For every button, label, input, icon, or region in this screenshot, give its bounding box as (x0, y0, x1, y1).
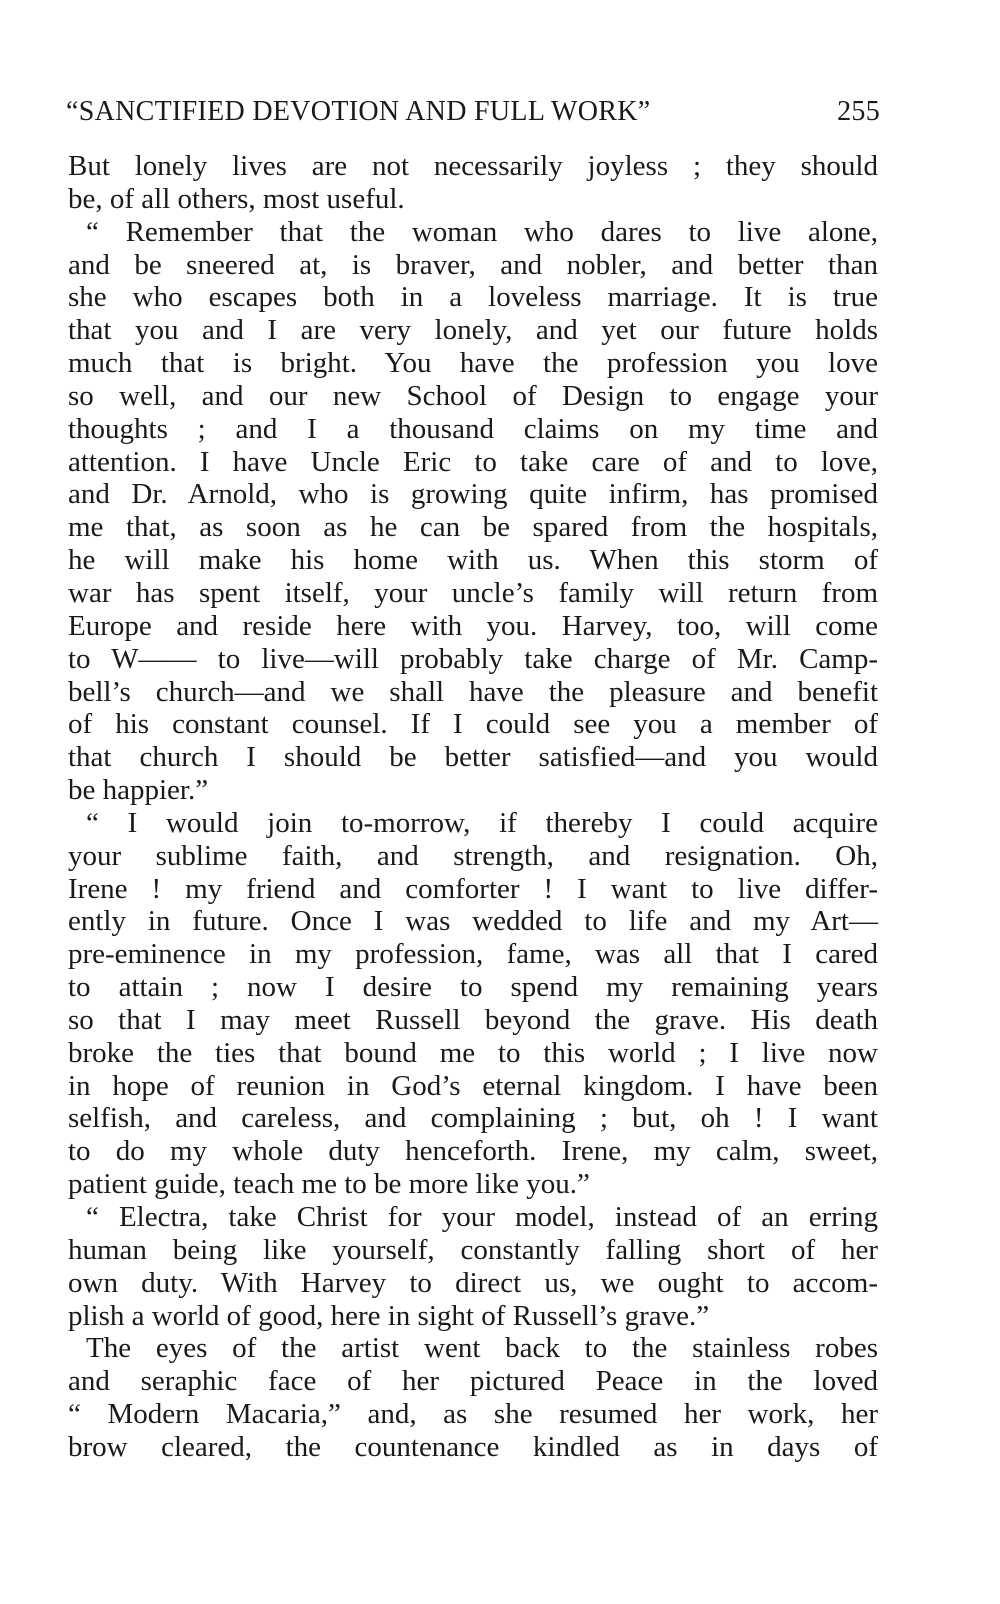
text-line: to attain ; now I desire to spend my remaining years (68, 971, 878, 1004)
body-text (68, 150, 878, 1464)
text-line: your sublime faith, and strength, and resignation. Oh, (68, 839, 878, 872)
text-line: brow cleared, the countenance kindled as in days of (68, 1430, 878, 1463)
text-line: Irene ! my friend and comforter ! I want to live differ- (68, 872, 878, 905)
text-line: much that is bright. You have the profession you love (68, 347, 878, 380)
text-line: But lonely lives are not necessarily joyless ; they should (68, 150, 878, 182)
text-line: he will make his home with us. When this storm of (68, 544, 878, 577)
text-line: of his constant counsel. If I could see you a member of (68, 708, 878, 741)
running-title: “SANCTIFIED DEVOTION AND FULL WORK” (66, 96, 651, 127)
text-line: The eyes of the artist went back to the stainless robes (86, 1332, 878, 1365)
text-line: “ Remember that the woman who dares to live alone, (86, 215, 878, 248)
text-line: bell’s church—and we shall have the pleasure and benefit (68, 675, 878, 708)
text-line: pre-eminence in my profession, fame, was all that I cared (68, 938, 878, 971)
text-line: that you and I are very lonely, and yet our future holds (68, 314, 878, 347)
text-line: “ Electra, take Christ for your model, instead of an erring (86, 1201, 878, 1233)
text-line: war has spent itself, your uncle’s family will return from (68, 576, 878, 609)
text-line: me that, as soon as he can be spared from the hospitals, (68, 511, 878, 544)
text-line: in hope of reunion in God’s eternal kingdom. I have been (68, 1069, 878, 1102)
text-line: and Dr. Arnold, who is growing quite infirm, has promised (68, 478, 878, 511)
text-line: selfish, and careless, and complaining ; but, oh ! I want (68, 1102, 878, 1135)
text-line: ently in future. Once I was wedded to life and my Art— (68, 905, 878, 938)
text-line: plish a world of good, here in sight of Russell’s grave.” (68, 1299, 710, 1332)
text-line: so well, and our new School of Design to engage your (68, 379, 878, 412)
page-number: 255 (837, 96, 880, 127)
running-head (66, 96, 880, 136)
text-line: own duty. With Harvey to direct us, we ought to accom- (68, 1266, 878, 1299)
text-line: broke the ties that bound me to this world ; I live now (68, 1036, 878, 1069)
text-line: Europe and reside here with you. Harvey, too, will come (68, 609, 878, 642)
text-line: attention. I have Uncle Eric to take care of and to love, (68, 445, 878, 478)
text-line: human being like yourself, constantly falling short of her (68, 1233, 878, 1266)
text-line: be happier.” (68, 774, 209, 807)
text-line: thoughts ; and I a thousand claims on my time and (68, 412, 878, 445)
text-line: she who escapes both in a loveless marriage. It is true (68, 281, 878, 314)
text-line: “ I would join to-morrow, if thereby I could acquire (86, 806, 878, 839)
text-line: patient guide, teach me to be more like you.” (68, 1168, 590, 1201)
text-line: and seraphic face of her pictured Peace in the loved (68, 1365, 878, 1398)
text-line: so that I may meet Russell beyond the grave. His death (68, 1003, 878, 1036)
text-line: that church I should be better satisfied—and you would (68, 741, 878, 774)
text-line: to W—— to live—will probably take charge of Mr. Camp- (68, 642, 878, 675)
text-line: “ Modern Macaria,” and, as she resumed her work, her (68, 1398, 878, 1431)
text-line: to do my whole duty henceforth. Irene, my calm, sweet, (68, 1135, 878, 1168)
text-line: and be sneered at, is braver, and nobler, and better than (68, 248, 878, 281)
text-line: be, of all others, most useful. (68, 182, 405, 215)
